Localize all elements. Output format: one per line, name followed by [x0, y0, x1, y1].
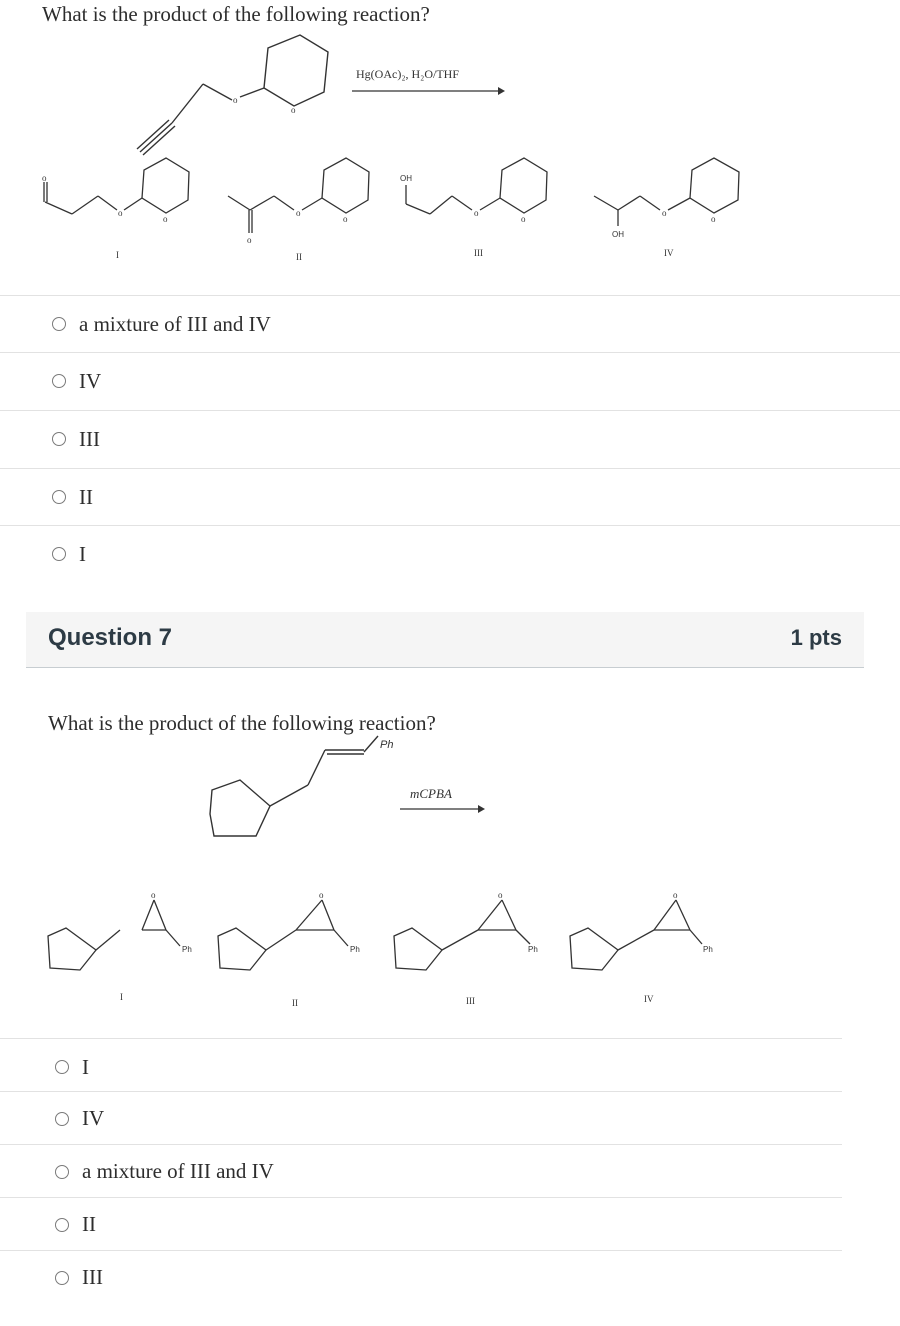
q6-answer-option[interactable] — [0, 468, 900, 525]
q7-answer-option[interactable] — [0, 1250, 842, 1304]
q7-arrow-head — [478, 805, 485, 813]
q6-sm-o1: o — [233, 95, 238, 105]
q6-p1-o3: o — [163, 214, 168, 224]
q7-product-III — [394, 900, 530, 970]
q6-answer-option[interactable] — [0, 410, 900, 467]
question-7-header — [26, 612, 864, 668]
q7-sm-ph: Ph — [380, 739, 394, 751]
q7-label-III: III — [466, 996, 475, 1006]
q7-p3-o: o — [498, 890, 503, 900]
q7-p2-o: o — [319, 890, 324, 900]
q6-product-II — [228, 158, 369, 233]
answer-label: a mixture of III and IV — [82, 1159, 274, 1183]
answer-label: II — [79, 484, 93, 509]
answer-label: a mixture of III and IV — [79, 311, 271, 336]
radio-button[interactable] — [52, 547, 66, 561]
q7-answer-option[interactable] — [0, 1144, 842, 1198]
radio-button[interactable] — [55, 1112, 69, 1126]
q6-product-III — [406, 158, 547, 214]
q6-p3-oh: OH — [400, 174, 412, 183]
q7-answer-option[interactable] — [0, 1197, 842, 1251]
q6-reagent: Hg(OAc)₂, H₂O/THF — [356, 67, 460, 81]
q7-reagent: mCPBA — [410, 786, 452, 801]
q6-label-IV: IV — [664, 248, 674, 258]
q7-answer-option[interactable] — [0, 1038, 842, 1095]
q6-p3-o: o — [474, 208, 479, 218]
q6-answer-option[interactable] — [0, 525, 900, 582]
q6-sm-o2: o — [291, 105, 296, 115]
radio-button[interactable] — [52, 374, 66, 388]
q7-prompt: What is the product of the following reaction? — [48, 711, 436, 735]
question-points: 1 pts — [790, 625, 842, 650]
answer-label: II — [82, 1212, 96, 1236]
q7-p4-ph: Ph — [703, 945, 713, 954]
q6-p1-o2: o — [118, 208, 123, 218]
q7-starting-material — [210, 736, 378, 836]
question-title: Question 7 — [48, 624, 173, 651]
answer-label: IV — [82, 1106, 105, 1130]
answer-label: III — [79, 426, 100, 451]
q6-p3-o2: o — [521, 214, 526, 224]
answer-label: III — [82, 1265, 103, 1289]
q6-p2-o2: o — [296, 208, 301, 218]
q7-p1-o: o — [151, 890, 156, 900]
q6-p4-oh: OH — [612, 230, 624, 239]
radio-button[interactable] — [52, 490, 66, 504]
answer-label: IV — [79, 368, 102, 393]
answer-label: I — [82, 1054, 89, 1079]
radio-button[interactable] — [52, 317, 66, 331]
radio-button[interactable] — [52, 432, 66, 446]
q6-answer-option[interactable] — [0, 352, 900, 409]
radio-button[interactable] — [55, 1271, 69, 1285]
q6-label-III: III — [474, 248, 483, 258]
q7-answer-option[interactable] — [0, 1091, 842, 1145]
q7-product-I — [48, 900, 180, 970]
q6-product-I — [44, 158, 189, 214]
radio-button[interactable] — [55, 1060, 69, 1074]
q7-label-IV: IV — [644, 994, 654, 1004]
q7-p4-o: o — [673, 890, 678, 900]
q7-p2-ph: Ph — [350, 945, 360, 954]
q6-p2-o3: o — [343, 214, 348, 224]
q6-reaction-diagram — [0, 30, 900, 300]
q6-answer-option[interactable] — [0, 295, 900, 352]
answer-label: I — [79, 541, 86, 566]
radio-button[interactable] — [55, 1218, 69, 1232]
q6-p4-o2: o — [711, 214, 716, 224]
radio-button[interactable] — [55, 1165, 69, 1179]
q6-label-I: I — [116, 250, 119, 260]
q7-product-IV — [570, 900, 702, 970]
q6-p1-o: o — [42, 173, 47, 183]
q6-product-IV — [594, 158, 739, 226]
q6-arrow-head — [498, 87, 505, 95]
q6-p4-o: o — [662, 208, 667, 218]
q7-label-II: II — [292, 998, 298, 1008]
q6-p2-o: o — [247, 235, 252, 245]
q6-prompt: What is the product of the following reaction? — [42, 2, 430, 26]
q6-label-II: II — [296, 252, 302, 262]
q7-label-I: I — [120, 992, 123, 1002]
q7-p1-ph: Ph — [182, 945, 192, 954]
q7-p3-ph: Ph — [528, 945, 538, 954]
q7-product-II — [218, 900, 348, 970]
q7-reaction-diagram — [0, 730, 900, 1020]
